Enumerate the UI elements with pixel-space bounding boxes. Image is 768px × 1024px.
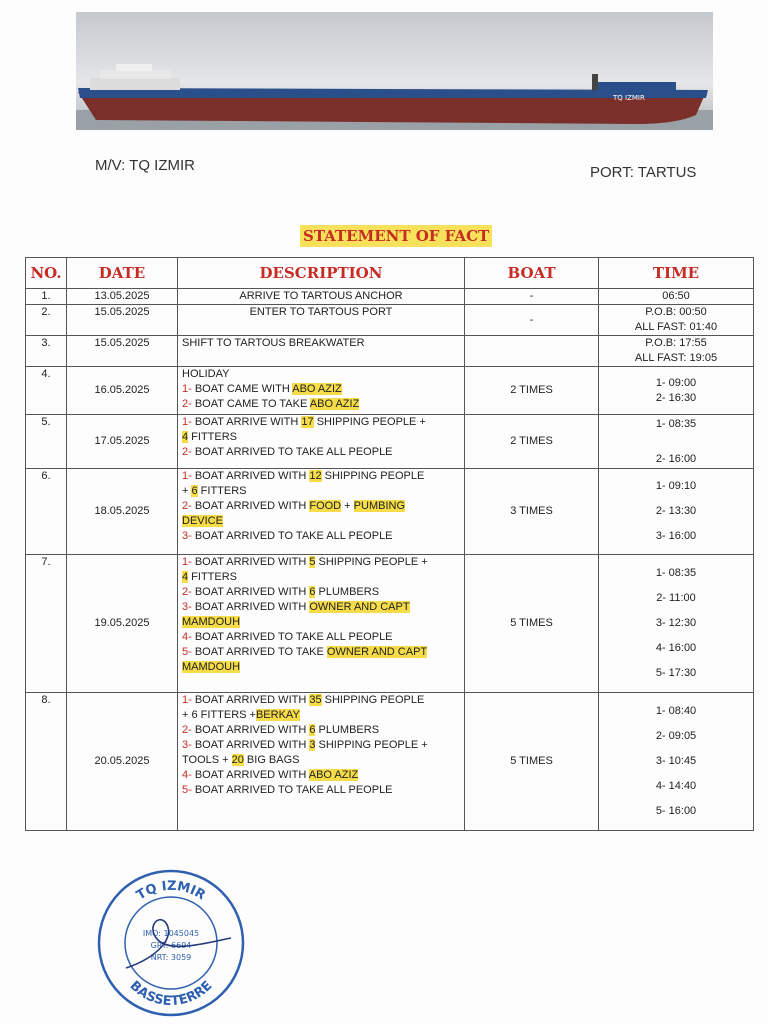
time-entry: 4- 14:40 [655, 780, 697, 792]
item-number: 2- [182, 586, 195, 598]
item-number: 1- [182, 416, 195, 428]
highlighted-text: 4 [182, 571, 189, 583]
description-text: PLUMBERS [315, 724, 380, 736]
description-line [182, 499, 460, 514]
column-header-date: DATE [67, 258, 178, 289]
description-text: BOAT ARRIVED TO TAKE ALL PEOPLE [194, 530, 393, 542]
cell-no: 1. [26, 289, 67, 305]
item-number: 3- [182, 601, 195, 613]
description-text: BOAT ARRIVED TO TAKE ALL PEOPLE [194, 784, 393, 796]
cell-description [178, 367, 465, 415]
item-number: 4- [182, 631, 195, 643]
cell-no: 4. [26, 367, 67, 415]
description-text: BOAT ARRIVED WITH [194, 500, 310, 512]
highlighted-text: 35 [309, 694, 322, 706]
table-row [26, 415, 754, 469]
cell-description [178, 289, 465, 305]
highlighted-text: MAMDOUH [182, 661, 241, 673]
highlighted-text: ABO AZIZ [292, 383, 342, 395]
table-row [26, 555, 754, 693]
description-text: BOAT ARRIVED WITH [194, 724, 310, 736]
description-line [182, 585, 460, 600]
time-entry: 5- 16:00 [655, 805, 697, 817]
description-text: SHIPPING PEOPLE [321, 470, 425, 482]
highlighted-text: 4 [182, 431, 189, 443]
description-text: BOAT ARRIVED WITH [194, 586, 310, 598]
description-line [182, 645, 460, 660]
highlighted-text: FOOD [309, 500, 342, 512]
column-header-description: DESCRIPTION [178, 258, 465, 289]
cell-date: 20.05.2025 [67, 693, 178, 831]
port-name: PORT: TARTUS [590, 164, 697, 181]
item-number: 5- [182, 646, 195, 658]
column-header-no: NO. [26, 258, 67, 289]
cell-boat: - [465, 289, 599, 305]
stamp-nrt: NRT: 3059 [150, 953, 192, 962]
table-header-row [26, 258, 754, 289]
time-entry: 3- 10:45 [655, 755, 697, 767]
description-line [182, 600, 460, 615]
item-number: 1- [182, 694, 195, 706]
description-text: TOOLS + [182, 754, 232, 766]
time-entry: P.O.B: 17:55 [645, 337, 707, 349]
description-line [182, 753, 460, 768]
cell-no: 5. [26, 415, 67, 469]
time-entry: 2- 11:00 [656, 592, 696, 604]
description-line [182, 397, 460, 412]
time-entry: 1- 09:00 [655, 376, 697, 389]
table-row [26, 469, 754, 555]
item-number: 2- [182, 446, 195, 458]
cell-no: 6. [26, 469, 67, 555]
item-number: 4- [182, 769, 195, 781]
description-text: ENTER TO TARTOUS PORT [249, 306, 393, 318]
description-text: BOAT ARRIVED TO TAKE ALL PEOPLE [194, 446, 393, 458]
description-text: BIG BAGS [243, 754, 300, 766]
description-text: SHIPPING PEOPLE [321, 694, 425, 706]
description-line [182, 708, 460, 723]
description-text: BOAT ARRIVED WITH [194, 470, 310, 482]
highlighted-text: BERKAY [255, 709, 300, 721]
description-line [182, 305, 460, 320]
time-entry: 2- 16:30 [655, 391, 697, 404]
item-number: 1- [182, 556, 195, 568]
description-line [182, 660, 460, 675]
description-text: SHIPPING PEOPLE + [315, 739, 428, 751]
highlighted-text: DEVICE [182, 515, 223, 527]
description-text: BOAT CAME TO TAKE [194, 398, 310, 410]
time-entry: 06:50 [662, 290, 690, 302]
description-text: BOAT ARRIVED TO TAKE [194, 646, 327, 658]
description-line [182, 693, 460, 708]
table-row [26, 305, 754, 336]
description-text: BOAT ARRIVE WITH [194, 416, 302, 428]
time-entry: 1- 08:40 [655, 705, 697, 717]
description-text: BOAT ARRIVED TO TAKE ALL PEOPLE [194, 631, 393, 643]
stamp-grt: GRT: 6694 [150, 941, 192, 950]
description-text: + [341, 500, 354, 512]
time-entry: 1- 09:10 [655, 480, 697, 492]
highlighted-text: OWNER AND CAPT [309, 601, 410, 613]
cell-date: 15.05.2025 [67, 336, 178, 367]
cell-description [178, 305, 465, 336]
column-header-time: TIME [599, 258, 754, 289]
cell-date: 13.05.2025 [67, 289, 178, 305]
time-entry: ALL FAST: 01:40 [634, 321, 718, 333]
time-entry: 1- 08:35 [655, 417, 697, 430]
cell-time [599, 693, 754, 831]
time-entry: ALL FAST: 19:05 [634, 352, 718, 364]
time-entry: P.O.B: 00:50 [645, 306, 707, 318]
column-header-boat: BOAT [465, 258, 599, 289]
cell-description [178, 693, 465, 831]
company-stamp [96, 868, 246, 1018]
time-entry: 3- 12:30 [655, 617, 697, 629]
highlighted-text: 6 [309, 724, 316, 736]
time-entry: 4- 16:00 [655, 642, 697, 654]
description-text: + [182, 485, 192, 497]
description-line [182, 469, 460, 484]
description-text: FITTERS [188, 571, 238, 583]
description-line [182, 555, 460, 570]
description-text: FITTERS [197, 485, 247, 497]
cell-time [599, 305, 754, 336]
table-row [26, 693, 754, 831]
highlighted-text: 3 [309, 739, 316, 751]
time-entry: 3- 16:00 [655, 530, 697, 542]
cell-boat: - [465, 305, 599, 336]
cell-date: 16.05.2025 [67, 367, 178, 415]
table-row [26, 289, 754, 305]
item-number: 2- [182, 398, 195, 410]
time-entry: 5- 17:30 [655, 667, 697, 679]
description-line [182, 783, 460, 798]
description-line [182, 738, 460, 753]
description-line [182, 382, 460, 397]
statement-table [25, 257, 754, 831]
description-text: BOAT ARRIVED WITH [194, 739, 310, 751]
item-number: 5- [182, 784, 195, 796]
item-number: 3- [182, 739, 195, 751]
cell-description [178, 336, 465, 367]
description-line [182, 570, 460, 585]
time-entry: 2- 13:30 [655, 505, 697, 517]
highlighted-text: 5 [309, 556, 316, 568]
cell-no: 8. [26, 693, 67, 831]
time-entry: 2- 16:00 [655, 452, 697, 465]
highlighted-text: ABO AZIZ [308, 769, 359, 781]
description-text: BOAT ARRIVED WITH [194, 769, 309, 781]
highlighted-text: 6 [309, 586, 316, 598]
table-body [26, 289, 754, 831]
hull-ship-name: TQ IZMIR [613, 94, 645, 102]
time-entry: 2- 09:05 [655, 730, 697, 742]
highlighted-text: MAMDOUH [182, 616, 241, 628]
description-text: BOAT ARRIVED WITH [194, 556, 310, 568]
stamp-bottom-text: BASSETERRE [126, 978, 216, 1010]
item-number: 1- [182, 383, 195, 395]
time-entry: 1- 08:35 [655, 567, 697, 579]
highlighted-text: 6 [191, 485, 198, 497]
description-text: BOAT ARRIVED WITH [194, 694, 310, 706]
document-title: STATEMENT OF FACT [300, 225, 492, 247]
description-line [182, 514, 460, 529]
cell-no: 2. [26, 305, 67, 336]
description-line [182, 484, 460, 499]
stamp-imo: IMO: 1045045 [142, 929, 200, 938]
item-number: 3- [182, 530, 195, 542]
description-line [182, 336, 460, 351]
cell-time [599, 336, 754, 367]
cell-description [178, 469, 465, 555]
description-line [182, 768, 460, 783]
cell-no: 3. [26, 336, 67, 367]
description-text: ARRIVE TO TARTOUS ANCHOR [239, 290, 403, 302]
cell-boat [465, 336, 599, 367]
description-text: FITTERS [188, 431, 238, 443]
cell-boat: 3 TIMES [465, 469, 599, 555]
cell-time [599, 555, 754, 693]
highlighted-text: PUMBING [353, 500, 406, 512]
cell-boat: 2 TIMES [465, 415, 599, 469]
cell-time [599, 469, 754, 555]
cell-description [178, 555, 465, 693]
ship-photo [76, 12, 713, 130]
highlighted-text: 17 [301, 416, 314, 428]
cell-date: 15.05.2025 [67, 305, 178, 336]
description-line [182, 723, 460, 738]
description-text: + 6 FITTERS + [182, 709, 256, 721]
description-line [182, 630, 460, 645]
description-line [182, 289, 460, 304]
highlighted-text: OWNER AND CAPT [326, 646, 428, 658]
item-number: 2- [182, 500, 195, 512]
description-line [182, 367, 460, 382]
description-text: HOLIDAY [182, 368, 230, 380]
description-text: PLUMBERS [315, 586, 380, 598]
cell-time [599, 415, 754, 469]
cell-boat: 5 TIMES [465, 555, 599, 693]
description-text: BOAT ARRIVED WITH [194, 601, 310, 613]
vessel-name: M/V: TQ IZMIR [95, 157, 195, 174]
cell-time [599, 367, 754, 415]
description-text: SHIPPING PEOPLE + [315, 556, 428, 568]
cell-date: 19.05.2025 [67, 555, 178, 693]
table-row [26, 367, 754, 415]
cell-time [599, 289, 754, 305]
description-line [182, 529, 460, 544]
description-line [182, 415, 460, 430]
description-line [182, 615, 460, 630]
description-text: BOAT CAME WITH [194, 383, 293, 395]
cell-no: 7. [26, 555, 67, 693]
cell-date: 18.05.2025 [67, 469, 178, 555]
stamp-top-text: TQ IZMIR [134, 878, 208, 904]
description-text: SHIFT TO TARTOUS BREAKWATER [182, 337, 365, 349]
table-row [26, 336, 754, 367]
item-number: 2- [182, 724, 195, 736]
cell-description [178, 415, 465, 469]
cell-boat: 5 TIMES [465, 693, 599, 831]
item-number: 1- [182, 470, 195, 482]
description-text: SHIPPING PEOPLE + [313, 416, 426, 428]
cell-date: 17.05.2025 [67, 415, 178, 469]
description-line [182, 430, 460, 445]
highlighted-text: 12 [309, 470, 322, 482]
highlighted-text: 20 [231, 754, 244, 766]
highlighted-text: ABO AZIZ [309, 398, 360, 410]
cell-boat: 2 TIMES [465, 367, 599, 415]
description-line [182, 445, 460, 460]
